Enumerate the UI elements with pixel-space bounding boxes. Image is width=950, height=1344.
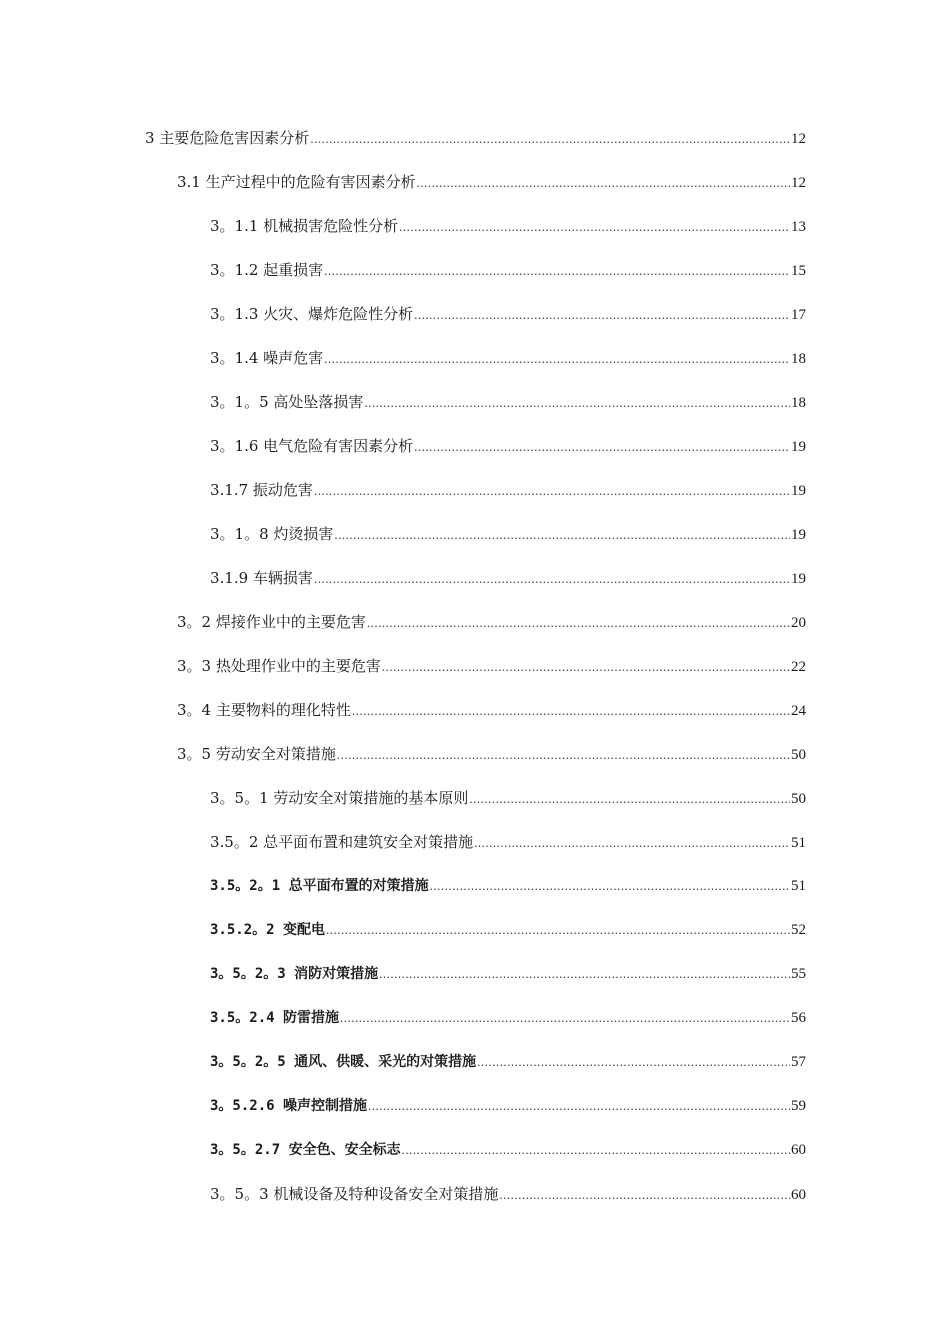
table-of-contents — [0, 125, 950, 1225]
toc-entry-page-number: 19 — [791, 439, 806, 455]
toc-entry-page-number: 19 — [791, 527, 806, 543]
toc-entry[interactable] — [0, 213, 950, 257]
toc-entry-page-number: 24 — [791, 703, 806, 719]
toc-dot-leader — [340, 1005, 790, 1031]
toc-entry-page-number: 57 — [791, 1054, 806, 1070]
toc-entry-title: 3。4 主要物料的理化特性 — [177, 701, 351, 719]
toc-entry[interactable] — [0, 1137, 950, 1181]
toc-dot-leader — [469, 786, 790, 812]
toc-dot-leader — [382, 654, 790, 680]
toc-entry[interactable] — [0, 345, 950, 389]
toc-entry-title: 3。5。3 机械设备及特种设备安全对策措施 — [210, 1185, 499, 1203]
toc-entry-page-number: 13 — [791, 219, 806, 235]
toc-entry[interactable] — [0, 565, 950, 609]
toc-dot-leader — [337, 742, 790, 768]
toc-entry[interactable] — [0, 477, 950, 521]
toc-entry-title: 3.1.7 振动危害 — [210, 481, 313, 499]
toc-entry[interactable] — [0, 741, 950, 785]
toc-dot-leader — [417, 170, 790, 196]
toc-entry[interactable] — [0, 1093, 950, 1137]
toc-dot-leader — [326, 917, 790, 943]
toc-entry-title: 3。2 焊接作业中的主要危害 — [177, 613, 366, 631]
toc-entry-page-number: 18 — [791, 351, 806, 367]
toc-dot-leader — [324, 258, 790, 284]
toc-entry[interactable] — [0, 961, 950, 1005]
toc-dot-leader — [414, 302, 790, 328]
toc-entry-page-number: 22 — [791, 659, 806, 675]
toc-entry[interactable] — [0, 829, 950, 873]
toc-entry-page-number: 51 — [791, 835, 806, 851]
toc-entry-page-number: 12 — [791, 175, 806, 191]
toc-dot-leader — [399, 214, 790, 240]
toc-entry-title: 3.5.2。2 变配电 — [210, 922, 326, 938]
toc-entry-page-number: 60 — [791, 1187, 806, 1203]
toc-entry-page-number: 15 — [791, 263, 806, 279]
toc-entry-page-number: 18 — [791, 395, 806, 411]
toc-entry-title: 3.5。2.4 防雷措施 — [210, 1010, 340, 1026]
toc-dot-leader — [402, 1137, 790, 1163]
toc-entry[interactable] — [0, 697, 950, 741]
toc-entry[interactable] — [0, 609, 950, 653]
toc-entry[interactable] — [0, 653, 950, 697]
toc-entry[interactable] — [0, 433, 950, 477]
toc-entry[interactable] — [0, 1049, 950, 1093]
toc-entry-page-number: 12 — [791, 131, 806, 147]
toc-entry-title: 3。5。1 劳动安全对策措施的基本原则 — [210, 789, 469, 807]
toc-entry-page-number: 55 — [791, 966, 806, 982]
toc-entry-title: 3。3 热处理作业中的主要危害 — [177, 657, 381, 675]
toc-entry-title: 3。5。2。5 通风、供暖、采光的对策措施 — [210, 1054, 477, 1070]
toc-entry-page-number: 56 — [791, 1010, 806, 1026]
toc-dot-leader — [364, 390, 790, 416]
toc-dot-leader — [414, 434, 790, 460]
toc-entry-title: 3.5。2 总平面布置和建筑安全对策措施 — [210, 833, 474, 851]
toc-dot-leader — [314, 566, 790, 592]
toc-entry-page-number: 50 — [791, 747, 806, 763]
toc-dot-leader — [474, 830, 790, 856]
toc-entry-title: 3。5。2.7 安全色、安全标志 — [210, 1142, 401, 1158]
toc-entry-page-number: 50 — [791, 791, 806, 807]
toc-entry[interactable] — [0, 521, 950, 565]
toc-entry-page-number: 51 — [791, 878, 806, 894]
toc-entry[interactable] — [0, 785, 950, 829]
toc-dot-leader — [352, 698, 790, 724]
toc-entry[interactable] — [0, 917, 950, 961]
toc-dot-leader — [477, 1049, 790, 1075]
toc-dot-leader — [324, 346, 790, 372]
toc-entry-title: 3。1。5 高处坠落损害 — [210, 393, 364, 411]
toc-entry[interactable] — [0, 125, 950, 169]
toc-entry[interactable] — [0, 257, 950, 301]
toc-entry[interactable] — [0, 169, 950, 213]
toc-entry-title: 3.5。2。1 总平面布置的对策措施 — [210, 878, 429, 894]
toc-entry[interactable] — [0, 1005, 950, 1049]
toc-dot-leader — [379, 961, 790, 987]
toc-dot-leader — [367, 610, 790, 636]
toc-entry-title: 3。5.2.6 噪声控制措施 — [210, 1098, 368, 1114]
toc-entry-title: 3。1.2 起重损害 — [210, 261, 324, 279]
toc-entry-title: 3 主要危险危害因素分析 — [145, 129, 310, 147]
toc-dot-leader — [499, 1182, 790, 1208]
toc-entry-title: 3。1.3 火灾、爆炸危险性分析 — [210, 305, 414, 323]
toc-entry-page-number: 52 — [791, 922, 806, 938]
toc-entry-title: 3。1.4 噪声危害 — [210, 349, 324, 367]
toc-entry[interactable] — [0, 1181, 950, 1225]
toc-dot-leader — [314, 478, 790, 504]
toc-entry-page-number: 19 — [791, 571, 806, 587]
toc-entry[interactable] — [0, 301, 950, 345]
toc-entry-page-number: 20 — [791, 615, 806, 631]
toc-dot-leader — [334, 522, 790, 548]
toc-entry-title: 3.1.9 车辆损害 — [210, 569, 313, 587]
toc-entry-title: 3。5 劳动安全对策措施 — [177, 745, 336, 763]
toc-entry-title: 3。1。8 灼烫损害 — [210, 525, 334, 543]
toc-entry-page-number: 19 — [791, 483, 806, 499]
toc-entry-title: 3。5。2。3 消防对策措施 — [210, 966, 379, 982]
toc-dot-leader — [430, 873, 790, 899]
toc-entry-page-number: 17 — [791, 307, 806, 323]
toc-dot-leader — [368, 1093, 790, 1119]
toc-entry-page-number: 59 — [791, 1098, 806, 1114]
toc-entry-title: 3。1.1 机械损害危险性分析 — [210, 217, 399, 235]
toc-entry[interactable] — [0, 873, 950, 917]
toc-entry-page-number: 60 — [791, 1142, 806, 1158]
toc-entry[interactable] — [0, 389, 950, 433]
toc-entry-title: 3。1.6 电气危险有害因素分析 — [210, 437, 414, 455]
toc-dot-leader — [310, 126, 790, 152]
toc-entry-title: 3.1 生产过程中的危险有害因素分析 — [177, 173, 416, 191]
